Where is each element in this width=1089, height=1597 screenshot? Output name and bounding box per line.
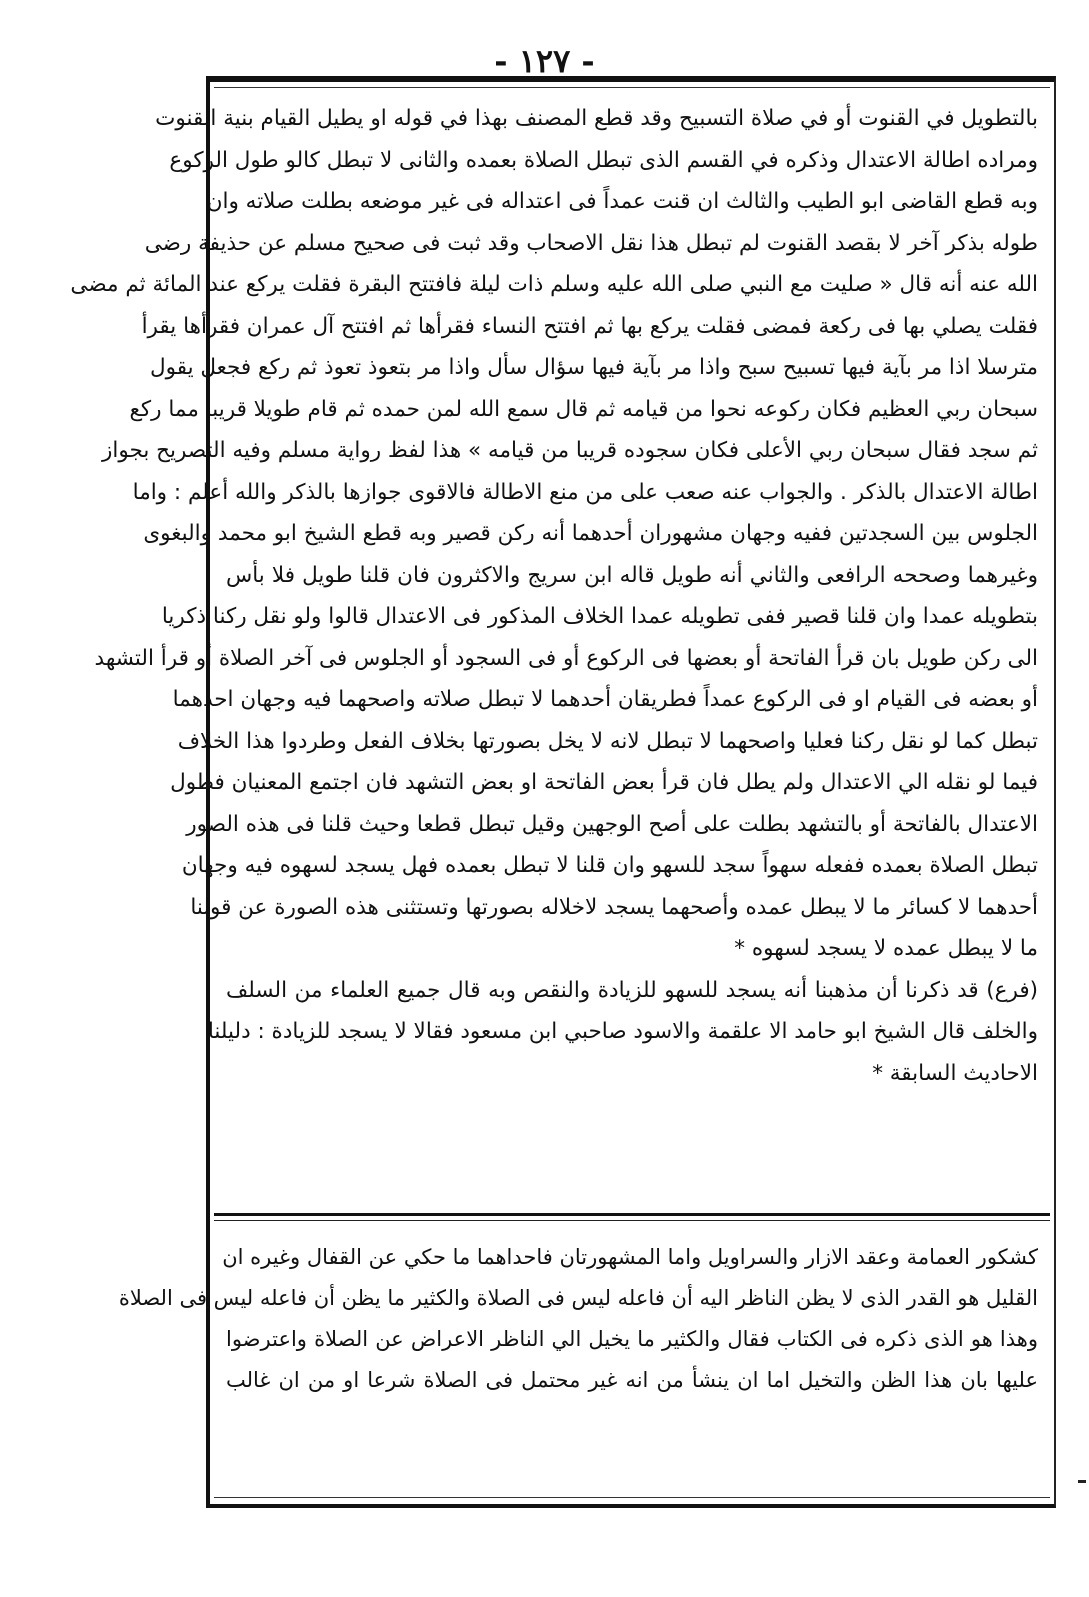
main-line: سبحان ربي العظيم فكان ركوعه نحوا من قيامه ثم قال سمع الله لمن حمده ثم قام طويلا قريبا مما ركع	[129, 396, 1038, 422]
main-line: ثم سجد فقال سبحان ربي الأعلى فكان سجوده قريبا من قيامه » هذا لفظ رواية مسلم وفيه التصريح بجواز	[102, 438, 1038, 463]
main-line: الله عنه أنه قال « صليت مع النبي صلى الله عليه وسلم ذات ليلة فافتتح البقرة فقلت يركع عند المائة ثم مضى	[70, 272, 1038, 297]
footnote-line: القليل هو القدر الذى لا يظن الناظر اليه أن فاعله ليس فى الصلاة والكثير ما يظن أن فاعله ليس فى الصلاة	[118, 1286, 1038, 1310]
footnote-divider-thin	[214, 1220, 1050, 1221]
main-line: اطالة الاعتدال بالذكر . والجواب عنه صعب على من منع الاطالة فالاقوى جوازها بالذكر والله أعلم : واما	[132, 479, 1038, 505]
main-line: فقلت يصلي بها فى ركعة فمضى فقلت يركع بها ثم افتتح النساء فقرأها ثم افتتح آل عمران فقرأها يقرأ	[141, 313, 1038, 339]
page-number: - ١٢٧ -	[494, 42, 595, 80]
main-line: طوله بذكر آخر لا بقصد القنوت لم تبطل هذا نقل الاصحاب وقد ثبت فى صحيح مسلم عن حذيفة رضى	[144, 230, 1038, 256]
main-line: وبه قطع القاضى ابو الطيب والثالث ان قنت عمداً فى اعتداله فى غير موضعه بطلت صلاته وان	[206, 189, 1038, 214]
main-line: أو بعضه فى القيام او فى الركوع عمداً فطريقان أحدهما لا تبطل صلاته واصحهما فيه وجهان احدهما	[172, 687, 1038, 712]
main-line: تبطل الصلاة بعمده ففعله سهواً سجد للسهو وان قلنا لا تبطل بعمده فهل يسجد لسهوه فيه وجهان	[181, 853, 1038, 878]
footnote-line: عليها بان هذا الظن والتخيل اما ان ينشأ من انه غير محتمل فى الصلاة شرعا او من ان غالب	[226, 1368, 1038, 1392]
main-line: الاعتدال بالفاتحة أو بالتشهد بطلت على أصح الوجهين وقيل تبطل قطعا وحيث قلنا فى هذه الصور	[186, 811, 1038, 837]
footnote-divider-thick	[214, 1213, 1050, 1216]
main-line: (فرع) قد ذكرنا أن مذهبنا أنه يسجد للسهو للزيادة والنقص وبه قال جميع العلماء من السلف	[226, 977, 1038, 1003]
main-line: والخلف قال الشيخ ابو حامد الا علقمة والاسود صاحبي ابن مسعود فقالا لا يسجد للزيادة : دليلنا	[207, 1019, 1038, 1044]
frame-inner-bottom-rule	[214, 1497, 1050, 1498]
main-line: ما لا يبطل عمده لا يسجد لسهوه *	[734, 936, 1038, 961]
footnote-line: كشكور العمامة وعقد الازار والسراويل واما المشهورتان فاحداهما ما حكي عن القفال وغيره ان	[222, 1245, 1038, 1269]
main-line: الجلوس بين السجدتين ففيه وجهان مشهوران أحدهما أنه ركن قصير وبه قطع الشيخ ابو محمد والبغوى	[143, 521, 1038, 546]
main-line: تبطل كما لو نقل ركنا فعليا واصحهما لا تبطل لانه لا يخل بصورتها بخلاف الفعل وطردوا هذا الخلاف	[177, 728, 1038, 754]
main-line: وغيرهما وصححه الرافعى والثاني أنه طويل قاله ابن سريج والاكثرون فان قلنا طويل فلا بأس	[226, 562, 1038, 588]
main-line: الاحاديث السابقة *	[872, 1060, 1038, 1086]
main-line: مترسلا اذا مر بآية فيها تسبيح سبح واذا مر بآية فيها سؤال سأل واذا مر بتعوذ تعوذ ثم ركع فجعل يقول	[149, 355, 1038, 380]
frame-inner-top-rule	[214, 87, 1050, 88]
main-text-block	[70, 98, 1038, 1094]
main-line: فيما لو نقله الي الاعتدال ولم يطل فان قرأ بعض الفاتحة او بعض التشهد فان اجتمع المعنيان فطول	[170, 770, 1038, 795]
main-line: بتطويله عمدا وان قلنا قصير ففى تطويله عمدا الخلاف المذكور فى الاعتدال قالوا ولو نقل ركنا ذكريا	[161, 604, 1038, 629]
main-line: بالتطويل في القنوت أو في صلاة التسبيح وقد قطع المصنف بهذا في قوله او يطيل القيام بنية القنوت	[155, 106, 1038, 131]
page-edge-mark	[1078, 1480, 1086, 1483]
main-line: أحدهما لا كسائر ما لا يبطل عمده وأصحهما يسجد لاخلاله بصورتها وتستثنى هذه الصورة عن قولنا	[190, 894, 1038, 920]
footnote-line: وهذا هو الذى ذكره فى الكتاب فقال والكثير ما يخيل الي الناظر الاعراض عن الصلاة واعترضوا	[226, 1327, 1038, 1351]
main-line: ومراده اطالة الاعتدال وذكره في القسم الذى تبطل الصلاة بعمده والثانى لا تبطل كالو طول الركوع	[169, 147, 1038, 173]
footnote-text-block	[118, 1237, 1038, 1401]
main-line: الى ركن طويل بان قرأ الفاتحة أو بعضها فى الركوع أو فى السجود أو الجلوس فى آخر الصلاة أو قرأ التشهد	[94, 645, 1038, 671]
